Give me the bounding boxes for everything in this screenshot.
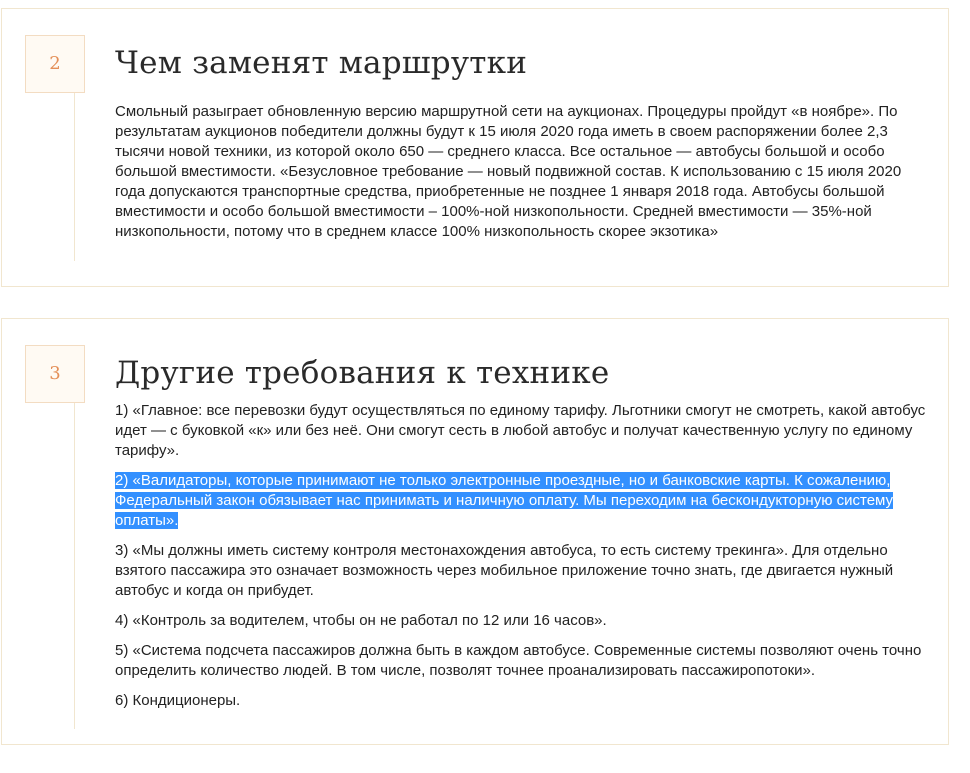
section-number-badge: 2: [25, 35, 85, 93]
section-body: [115, 401, 927, 721]
requirement-item-1: [115, 401, 927, 461]
requirement-item-4: [115, 611, 927, 631]
paragraph-text: 5) «Система подсчета пассажиров должна быть в каждом автобусе. Современные системы позволяют очень точно определить количество людей. В том числе, позволят точнее проанализировать пассажиропотоки».: [115, 642, 922, 679]
paragraph-text: 6) Кондиционеры.: [115, 692, 241, 709]
section-title: Другие требования к технике: [115, 355, 610, 391]
requirement-item-6: [115, 691, 927, 711]
paragraph-text: 1) «Главное: все перевозки будут осуществляться по единому тарифу. Льготники смогут не смотреть, какой автобус идет — с буковкой «к» или без неё. Они смогут сесть в любой автобус и получат качественную услугу по единому тарифу».: [115, 402, 926, 459]
requirement-item-3: [115, 541, 927, 601]
paragraph-text: 4) «Контроль за водителем, чтобы он не работал по 12 или 16 часов».: [115, 612, 607, 629]
section-card-3: [1, 318, 949, 745]
section-body: [115, 102, 927, 252]
timeline-line: [74, 93, 75, 261]
paragraph-text: 3) «Мы должны иметь систему контроля местонахождения автобуса, то есть систему трекинга». Для отдельно взятого пассажира это означает возможность через мобильное приложение точно знать, где двигается нужный автобус и когда он прибудет.: [115, 542, 894, 599]
timeline-line: [74, 403, 75, 729]
section-number-badge: 3: [25, 345, 85, 403]
requirement-item-2[interactable]: [115, 471, 927, 531]
paragraph: Смольный разыграет обновленную версию маршрутной сети на аукционах. Процедуры пройдут «в ноябре». По результатам аукционов победители должны будут к 15 июля 2020 года иметь в своем распоряжении более 2,3 тысячи новой техники, из которой около 650 — среднего класса. Все остальное — автобусы большой и особо большой вместимости. «Безусловное требование — новый подвижной состав. К использованию с 15 июля 2020 года допускаются транспортные средства, приобретенные не позднее 1 января 2018 года. Автобусы большой вместимости и особо большой вместимости – 100%-ной низкопольности. Средней вместимости — 35%-ной низкопольности, потому что в среднем классе 100% низкопольность скорее экзотика»: [115, 103, 902, 240]
section-title: Чем заменят маршрутки: [115, 45, 528, 81]
section-card-2: [1, 8, 949, 287]
requirement-item-5: [115, 641, 927, 681]
selected-text[interactable]: 2) «Валидаторы, которые принимают не только электронные проездные, но и банковские карты. К сожалению, Федеральный закон обязывает нас принимать и наличную оплату. Мы переходим на бескондукторную систему оплаты».: [115, 472, 894, 529]
